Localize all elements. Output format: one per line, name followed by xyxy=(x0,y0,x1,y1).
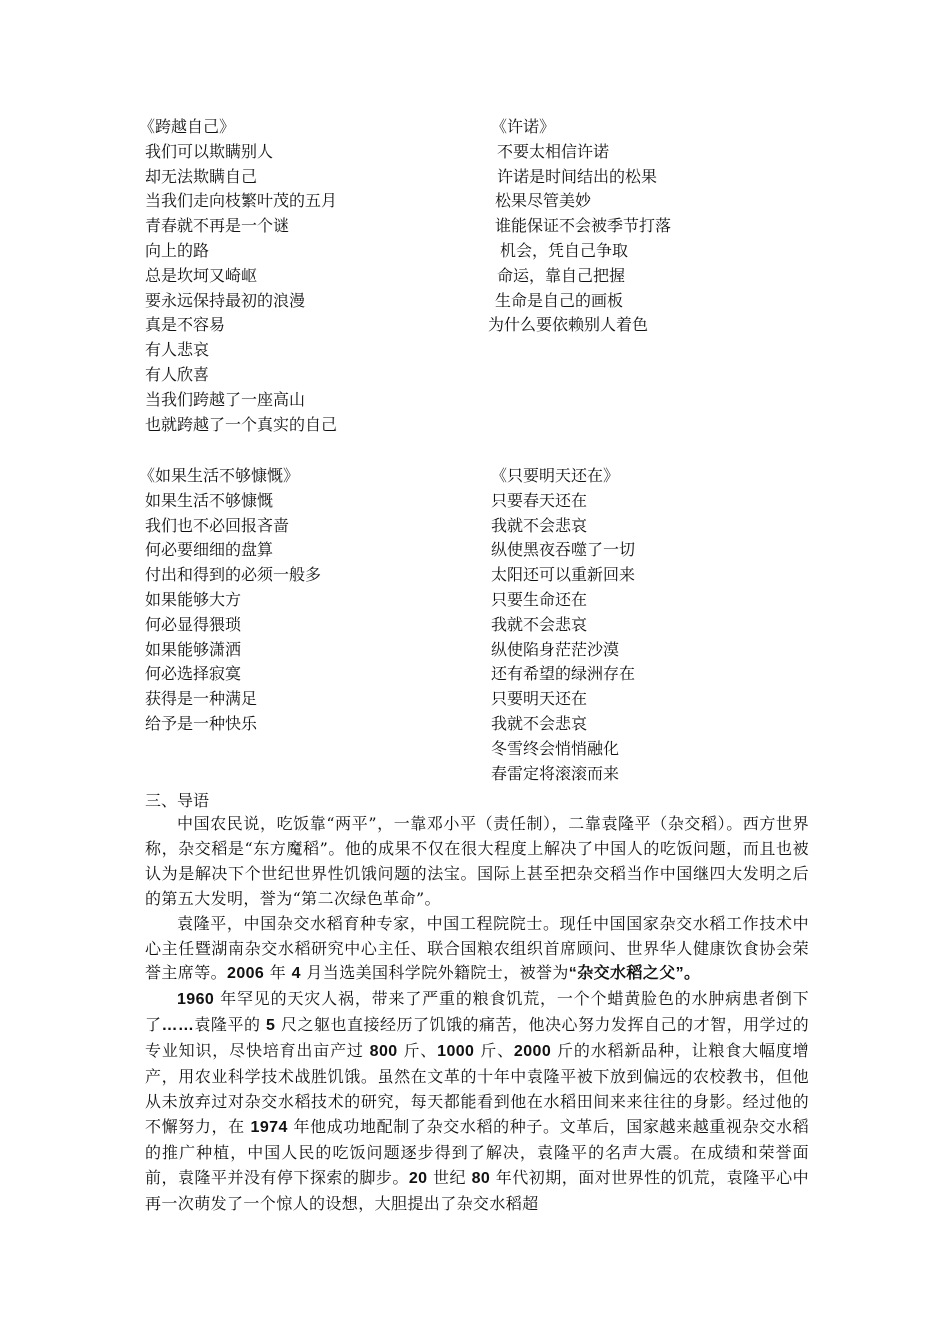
paragraph-text: 月当选美国科学院外籍院士，被誉为 xyxy=(300,963,569,983)
paragraph-text: 年 xyxy=(264,963,292,983)
poem-line: 何必要细细的盘算 xyxy=(145,540,274,560)
poem-title: 《如果生活不够慷慨》 xyxy=(139,466,300,485)
paragraph-text: 年他成功地配制了杂交水稻的种子。文革后，国家越来越重视杂交水稻的推广种植，中国人民的吃饭问题逐步得到了解决，袁隆平的名声大震。在成绩和荣誉面前，袁隆平并没有停下探索的脚步。 xyxy=(145,1116,809,1187)
bold-text: 20 xyxy=(408,1169,428,1187)
intro-paragraph xyxy=(145,812,809,912)
poem-line: 生命是自己的画板 xyxy=(495,290,624,310)
bold-text: …… xyxy=(161,1017,195,1035)
bold-text: 80 xyxy=(471,1169,491,1187)
poem-line: 何必显得猥琐 xyxy=(145,614,242,634)
bold-text: 2006 xyxy=(227,965,265,983)
poem-line: 如果生活不够慷慨 xyxy=(145,490,274,510)
poem-line: 给予是一种快乐 xyxy=(145,713,258,733)
poem-line: 机会，凭自己争取 xyxy=(500,240,629,260)
poem-line: 为什么要依赖别人着色 xyxy=(488,315,649,335)
paragraph-text: 年罕见的天灾人祸，带来了严重的粮食饥荒，一个个蜡黄脸色的水肿病患者倒下了 xyxy=(145,989,809,1035)
paragraph-text: 尺之躯也直接经历了饥饿的痛苦，他决心努力发挥自己的才智，用学过的专业知识，尽快培育出亩产过 xyxy=(145,1015,809,1061)
intro-prose xyxy=(145,812,809,1217)
poem-line: 要永远保持最初的浪漫 xyxy=(145,290,306,310)
poem-line: 付出和得到的必须一般多 xyxy=(145,565,322,585)
poem-line: 我就不会悲哀 xyxy=(491,515,588,535)
poem-line: 有人悲哀 xyxy=(145,340,210,360)
paragraph-text: 中国农民说，吃饭靠“两平”，一靠邓小平（责任制），二靠袁隆平（杂交稻）。西方世界称，杂交稻是“东方魔稻”。他的成果不仅在很大程度上解决了中国人的吃饭问题，而且也被认为是解决下个世纪世界性饥饿问题的法宝。国际上甚至把杂交稻当作中国继四大发明之后的第五大发明，誉为“第二次绿色革命”。 xyxy=(145,814,809,908)
paragraph-text: 世纪 xyxy=(427,1167,472,1187)
poem-line: 许诺是时间结出的松果 xyxy=(497,166,658,186)
poem-line: 获得是一种满足 xyxy=(145,689,258,709)
paragraph-text: 袁隆平的 xyxy=(194,1015,267,1035)
poem-line: 当我们跨越了一座高山 xyxy=(145,389,306,409)
poem-kuayue-ziji xyxy=(139,115,338,437)
poem-line: 我就不会悲哀 xyxy=(491,614,588,634)
bold-text: “杂交水稻之父”。 xyxy=(568,965,701,983)
poem-line: 我们也不必回报吝啬 xyxy=(145,515,290,535)
intro-paragraph xyxy=(145,987,809,1216)
poem-line: 如果能够潇洒 xyxy=(145,639,242,659)
bold-text: 1974 xyxy=(250,1118,288,1136)
bold-text: 1000 xyxy=(437,1043,475,1061)
poem-ruguo-shenghuo xyxy=(139,464,322,737)
poem-line: 松果尽管美妙 xyxy=(495,191,592,211)
poem-line: 冬雪终会悄悄融化 xyxy=(491,738,620,758)
bold-text: 5 xyxy=(266,1017,276,1035)
poem-line: 也就跨越了一个真实的自己 xyxy=(145,414,338,434)
poem-line: 只要明天还在 xyxy=(491,689,588,709)
section-heading: 三、导语 xyxy=(145,791,210,810)
bold-text: 1960 xyxy=(177,991,215,1009)
poem-line: 青春就不再是一个谜 xyxy=(145,216,290,236)
poem-title: 《许诺》 xyxy=(491,117,556,136)
poem-line: 真是不容易 xyxy=(145,315,226,335)
poem-line: 只要春天还在 xyxy=(491,490,588,510)
bold-text: 800 xyxy=(369,1043,398,1061)
poem-line: 纵使陷身茫茫沙漠 xyxy=(491,639,620,659)
poem-line: 总是坎坷又崎岖 xyxy=(145,265,258,285)
poem-title: 《跨越自己》 xyxy=(139,117,236,136)
paragraph-text: 斤、 xyxy=(474,1041,514,1061)
poem-line: 只要生命还在 xyxy=(491,589,588,609)
poem-line: 我就不会悲哀 xyxy=(491,713,588,733)
poem-line: 如果能够大方 xyxy=(145,589,242,609)
paragraph-text: 袁隆平，中国杂交水稻育种专家，中国工程院院士。现任中国国家杂交水稻工作技术中心主任暨湖南杂交水稻研究中心主任、联合国粮农组织首席顾问、世界华人健康饮食协会荣誉主席等。 xyxy=(145,913,809,983)
bold-text: 2000 xyxy=(513,1043,552,1061)
poem-line: 却无法欺瞒自己 xyxy=(145,166,258,186)
poem-xunuo xyxy=(488,115,672,338)
poem-line: 不要太相信许诺 xyxy=(497,141,610,161)
poem-line: 我们可以欺瞒别人 xyxy=(145,141,274,161)
poem-line: 何必选择寂寞 xyxy=(145,664,242,684)
bold-text: 4 xyxy=(291,965,301,983)
poem-line: 当我们走向枝繁叶茂的五月 xyxy=(145,191,338,211)
intro-paragraph xyxy=(145,912,809,988)
poem-line: 向上的路 xyxy=(145,240,210,260)
poem-line: 太阳还可以重新回来 xyxy=(491,565,636,585)
poem-line: 命运，靠自己把握 xyxy=(497,265,626,285)
poem-line: 有人欣喜 xyxy=(145,364,210,384)
paragraph-text: 斤的水稻新品种，让粮食大幅度增产，用农业科学技术战胜饥饿。虽然在文革的十年中袁隆平被下放到偏远的农校教书，但他从未放弃过对杂交水稻技术的研究，每天都能看到他在水稻田间来来往往的身影。经过他的不懈努力，在 xyxy=(145,1041,809,1136)
paragraph-text: 斤、 xyxy=(397,1041,438,1061)
poem-title: 《只要明天还在》 xyxy=(491,466,620,485)
paragraph-text: 年代初期，面对世界性的饥荒，袁隆平心中再一次萌发了一个惊人的设想，大胆提出了杂交水稻超 xyxy=(145,1167,809,1213)
poem-line: 谁能保证不会被季节打落 xyxy=(495,216,672,236)
poem-line: 春雷定将滚滚而来 xyxy=(491,763,620,783)
poem-zhiyao-mingtian xyxy=(491,464,635,786)
poem-line: 纵使黑夜吞噬了一切 xyxy=(491,540,636,560)
poem-line: 还有希望的绿洲存在 xyxy=(491,664,636,684)
